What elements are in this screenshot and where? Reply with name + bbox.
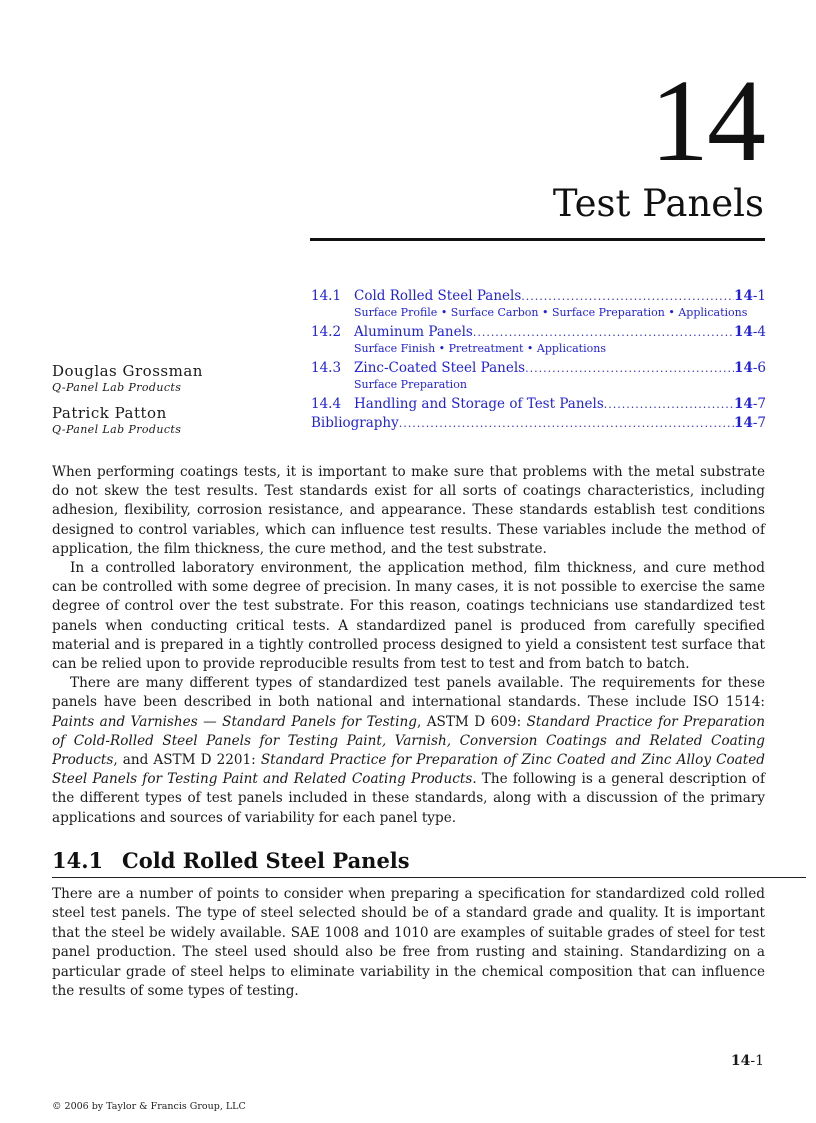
toc-entry-page[interactable]: 14-7 [734, 415, 766, 431]
standard-title: Standard Practice for Preparation of Cold-Rolled Steel Panels for Testing Paint, Varnish, Conversion Coatings and Related Coating Products [52, 713, 765, 769]
toc-entry-14-3[interactable] [311, 359, 766, 378]
section-title: Cold Rolled Steel Panels [122, 848, 410, 873]
paragraph: In a controlled laboratory environment, the application method, film thickness, and cure method can be controlled with some degree of precision. In many cases, it is not possible to exercise the same degree of control over the test substrate. For this reason, coatings technicians use standardized test panels when conducting critical tests. A standardized panel is produced from carefully specified material and is prepared in a tightly controlled process designed to yield a consistent test surface that can be relied upon to provide reproducible results from test to test and from batch to batch. [52, 560, 765, 673]
toc-entry-page[interactable]: 14-4 [734, 324, 766, 340]
author-block [52, 404, 292, 437]
toc-subtopics: Surface Finish • Pretreatment • Applications [354, 342, 606, 355]
toc-entry-14-2[interactable] [311, 323, 766, 342]
toc-leader-dots [604, 396, 734, 414]
toc-leader-dots [399, 415, 734, 433]
toc-subtopics: Surface Preparation [354, 378, 467, 391]
paragraph: There are a number of points to consider when preparing a specification for standardized cold rolled steel test panels. The type of steel selected should be of a standard grade and quality. It is important that the steel be widely available. SAE 1008 and 1010 are examples of suitable grades of steel for test panel production. The steel used should also be free from rusting and staining. Standardizing on a particular grade of steel helps to eliminate variability in the chemical composition that can influence the results of some types of testing. [52, 886, 765, 1000]
section-rule [52, 877, 806, 878]
author-affiliation: Q-Panel Lab Products [52, 423, 182, 436]
toc-entry-14-1[interactable] [311, 287, 766, 306]
toc-leader-dots [473, 324, 734, 342]
copyright-notice: © 2006 by Taylor & Francis Group, LLC [52, 1101, 246, 1112]
toc-entry-title[interactable]: Zinc-Coated Steel Panels [354, 360, 526, 376]
toc-subtopics: Surface Profile • Surface Carbon • Surface Preparation • Applications [354, 306, 748, 319]
paragraph: When performing coatings tests, it is important to make sure that problems with the metal substrate do not skew the test results. Test standards exist for all sorts of coatings characteristics, including adhesion, flexibility, corrosion resistance, and appearance. These standards establish test conditions designed to control variables, which can influence test results. These variables include the method of application, the film thickness, the cure method, and the test substrate. [52, 464, 765, 557]
toc-entry-page[interactable]: 14-6 [734, 360, 766, 376]
author-name: Douglas Grossman [52, 362, 203, 380]
page-number: 14-1 [730, 1053, 764, 1069]
toc-entry-number: 14.1 [311, 288, 342, 304]
table-of-contents [311, 287, 766, 433]
toc-leader-dots [525, 360, 734, 378]
chapter-number: 14 [650, 55, 764, 186]
toc-entry-title[interactable]: Cold Rolled Steel Panels [354, 288, 522, 304]
toc-entry-title[interactable]: Bibliography [311, 415, 399, 431]
standard-title: Paints and Varnishes — Standard Panels for Testing [52, 713, 417, 730]
section-number: 14.1 [52, 848, 104, 873]
toc-entry-page[interactable]: 14-7 [734, 396, 766, 412]
toc-entry-bibliography[interactable] [311, 414, 766, 433]
toc-entry-number: 14.3 [311, 360, 342, 376]
toc-entry-number: 14.2 [311, 324, 342, 340]
author-affiliation: Q-Panel Lab Products [52, 381, 182, 394]
section-heading [52, 848, 410, 874]
toc-entry-page[interactable]: 14-1 [734, 288, 766, 304]
section-text [52, 885, 765, 1001]
toc-leader-dots [521, 288, 734, 306]
author-list [52, 362, 292, 446]
chapter-title-rule [310, 238, 765, 241]
toc-entry-number: 14.4 [311, 396, 342, 412]
author-block [52, 362, 292, 395]
author-name: Patrick Patton [52, 404, 167, 422]
toc-entry-title[interactable]: Handling and Storage of Test Panels [354, 396, 604, 412]
paragraph: There are many different types of standardized test panels available. The requirements for these panels have been described in both national and international standards. These include ISO 1514: Paints and Varnishes — Standard Panels for Testing, ASTM D 609: Standard Practice for Preparation of Cold-Rolled Steel Panels for Testing Paint, Varnish, Conversion Coatings and Related Coating Products, and ASTM D 2201: Standard Practice for Preparation of Zinc Coated and Zinc Alloy Coated Steel Panels for Testing Paint and Related Coating Products. The following is a general description of the different types of test panels included in these standards, along with a discussion of the primary applications and sources of variability for each panel type. [52, 675, 765, 826]
chapter-title: Test Panels [552, 182, 764, 225]
toc-entry-14-4[interactable] [311, 395, 766, 414]
intro-text [52, 463, 765, 828]
standard-title: Standard Practice for Preparation of Zinc Coated and Zinc Alloy Coated Steel Panels for Testing Paint and Related Coating Products. [52, 752, 765, 788]
toc-entry-title[interactable]: Aluminum Panels [354, 324, 473, 340]
